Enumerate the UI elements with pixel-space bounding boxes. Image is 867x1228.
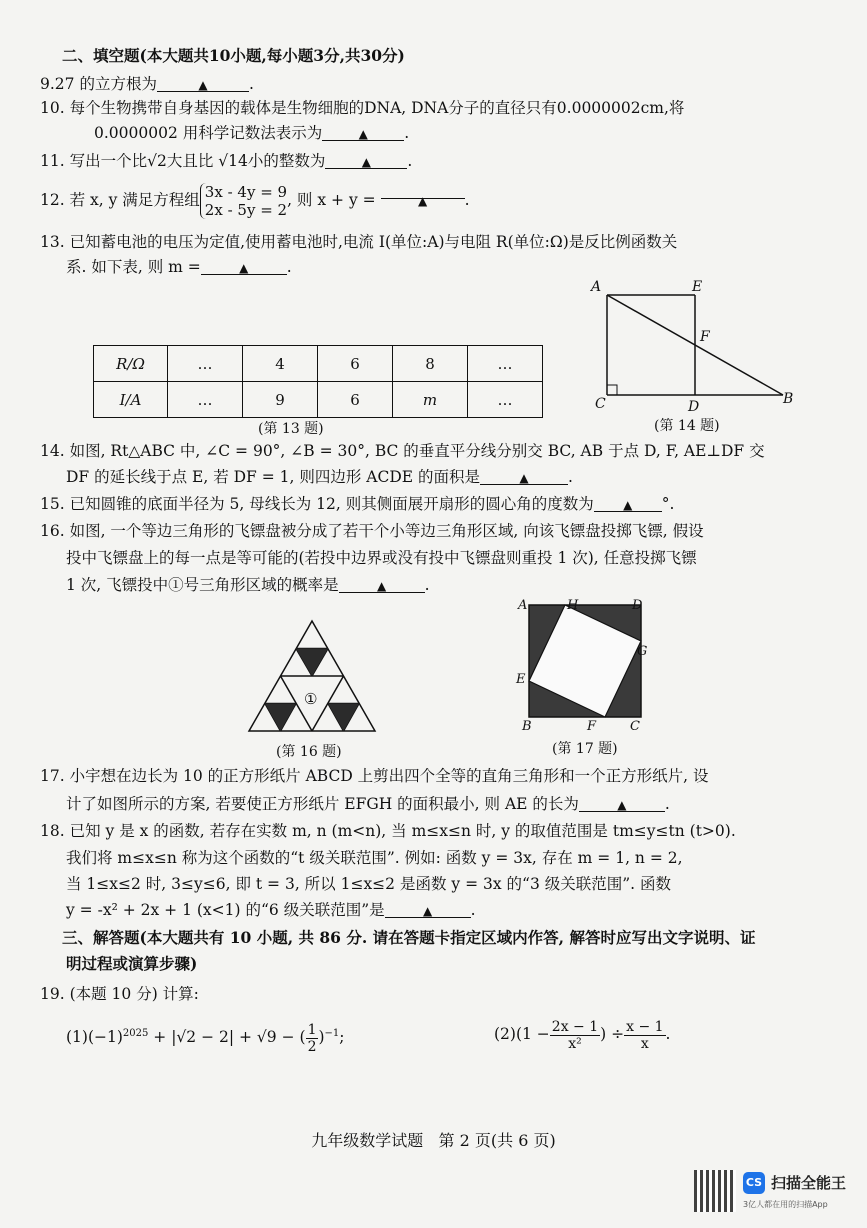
question-10-line1: 10. 每个生物携带自身基因的载体是生物细胞的DNA, DNA分子的直径只有0.0000002cm,将 — [40, 99, 685, 117]
label-F: F — [700, 329, 710, 345]
question-14-line1: 14. 如图, Rt△ABC 中, ∠C = 90°, ∠B = 30°, BC 的垂直平分线分别交 BC, AB 于点 D, F, AE⊥DF 交 — [40, 442, 765, 460]
section2-header: 二、填空题(本大题共10小题,每小题3分,共30分) — [62, 46, 405, 65]
question-10-line2: 0.0000002 用科学记数法表示为 ▲ . — [94, 124, 410, 142]
answer-blank[interactable]: ▲ — [339, 574, 425, 593]
question-18-line1: 18. 已知 y 是 x 的函数, 若存在实数 m, n (m<n), 当 m≤x≤n 时, y 的取值范围是 tm≤y≤tn (t>0). — [40, 822, 736, 840]
question-18-line2: 我们将 m≤x≤n 称为这个函数的“t 级关联范围”. 例如: 函数 y = 3x, 存在 m = 1, n = 2, — [66, 849, 683, 867]
section3-header-line2: 明过程或演算步骤) — [66, 954, 198, 973]
label-F: F — [587, 719, 597, 734]
question-15: 15. 已知圆锥的底面半径为 5, 母线长为 12, 则其侧面展开扇形的圆心角的度数为 ▲ °. — [40, 495, 675, 513]
label-E: E — [516, 672, 526, 687]
question-19-title: 19. (本题 10 分) 计算: — [40, 985, 199, 1003]
answer-blank[interactable]: ▲ — [157, 73, 249, 92]
question-13-line2: 系. 如下表, 则 m = ▲ . — [66, 258, 292, 276]
question-19-part2: (2)(1 − $\frac{2x - 1}{\text{x²}}$ ) ÷ $\frac{x - 1}{x}$ . — [494, 1018, 671, 1052]
table-row: R/Ω … 4 6 8 … — [94, 346, 543, 382]
answer-blank[interactable]: ▲ — [322, 122, 404, 141]
table-row: I/A … 9 6 m … — [94, 382, 543, 418]
question-13-line1: 13. 已知蓄电池的电压为定值,使用蓄电池时,电流 I(单位:A)与电阻 R(单位:Ω)是反比例函数关 — [40, 233, 678, 251]
label-C: C — [595, 396, 606, 412]
question-11: 11. 写出一个比√2大且比 √14小的整数为 ▲ . — [40, 152, 413, 170]
label-D: D — [688, 399, 700, 415]
answer-blank[interactable]: ▲ — [325, 150, 407, 169]
question-12: 12. 若 x, y 满足方程组 3x - 4y = 9 2x - 5y = 2 , 则 x + y = ▲ . — [40, 180, 470, 220]
question-16-line1: 16. 如图, 一个等边三角形的飞镖盘被分成了若干个小等边三角形区域, 向该飞镖盘投掷飞镖, 假设 — [40, 522, 704, 540]
question-19-part1: $(1)(-1)^{2025} + |√2 - 2| + √9$ − ( $\frac{1}{2}$ )$^{-1}$; — [66, 1021, 345, 1055]
watermark-subtitle: 3亿人都在用的扫描App — [743, 1200, 828, 1209]
question-14-line2: DF 的延长线于点 E, 若 DF = 1, 则四边形 ACDE 的面积是 ▲ . — [66, 468, 573, 486]
question-18-line4: y = -x² + 2x + 1 (x<1) 的“6 级关联范围”是 ▲ . — [66, 901, 476, 919]
resistance-current-table — [93, 345, 543, 418]
page-footer: 九年级数学试题 第 2 页(共 6 页) — [311, 1131, 556, 1150]
question-16-line2: 投中飞镖盘上的每一点是等可能的(若投中边界或没有投中飞镖盘则重投 1 次), 任意投掷飞镖 — [66, 549, 697, 567]
answer-blank[interactable]: ▲ — [201, 256, 287, 275]
watermark-brand: 扫描全能王 — [771, 1174, 847, 1192]
section3-header-line1: 三、解答题(本大题共有 10 小题, 共 86 分. 请在答题卡指定区域内作答, 解答时应写出文字说明、证 — [62, 928, 756, 947]
question-17-line2: 计了如图所示的方案, 若要使正方形纸片 EFGH 的面积最小, 则 AE 的长为 ▲ . — [66, 795, 670, 813]
question-18-line3: 当 1≤x≤2 时, 3≤y≤6, 即 t = 3, 所以 1≤x≤2 是函数 y = 3x 的“3 级关联范围”. 函数 — [66, 875, 672, 893]
label-G: G — [637, 644, 648, 659]
answer-blank[interactable]: ▲ — [385, 899, 471, 918]
answer-blank[interactable]: ▲ — [480, 466, 568, 485]
figure-17-caption: (第 17 题) — [552, 741, 618, 757]
label-H: H — [567, 598, 579, 613]
answer-blank[interactable]: ▲ — [579, 793, 665, 812]
label-A: A — [518, 598, 528, 613]
label-E: E — [692, 279, 703, 295]
qr-code-icon — [694, 1170, 736, 1212]
figure-16-dartboard — [245, 618, 380, 736]
label-D: D — [632, 598, 643, 613]
figure-17-diagram — [515, 595, 655, 735]
camscanner-logo-icon: CS — [743, 1172, 765, 1194]
region-1-label: ① — [304, 690, 318, 708]
figure-14-diagram — [585, 275, 805, 415]
answer-blank[interactable]: ▲ — [594, 493, 662, 512]
question-17-line1: 17. 小宇想在边长为 10 的正方形纸片 ABCD 上剪出四个全等的直角三角形和一个正方形纸片, 设 — [40, 767, 709, 785]
figure-16-caption: (第 16 题) — [276, 744, 342, 760]
question-9: 9.27 的立方根为 ▲ . — [40, 75, 254, 93]
label-B: B — [522, 719, 532, 734]
label-A: A — [591, 279, 602, 295]
figure-14-caption: (第 14 题) — [654, 418, 720, 434]
equation-system: 3x - 4y = 9 2x - 5y = 2 — [200, 183, 287, 219]
answer-blank[interactable]: ▲ — [381, 180, 465, 199]
figure-13-caption: (第 13 题) — [258, 421, 324, 437]
label-C: C — [630, 719, 640, 734]
question-16-line3: 1 次, 飞镖投中①号三角形区域的概率是 ▲ . — [66, 576, 430, 594]
label-B: B — [783, 391, 794, 407]
